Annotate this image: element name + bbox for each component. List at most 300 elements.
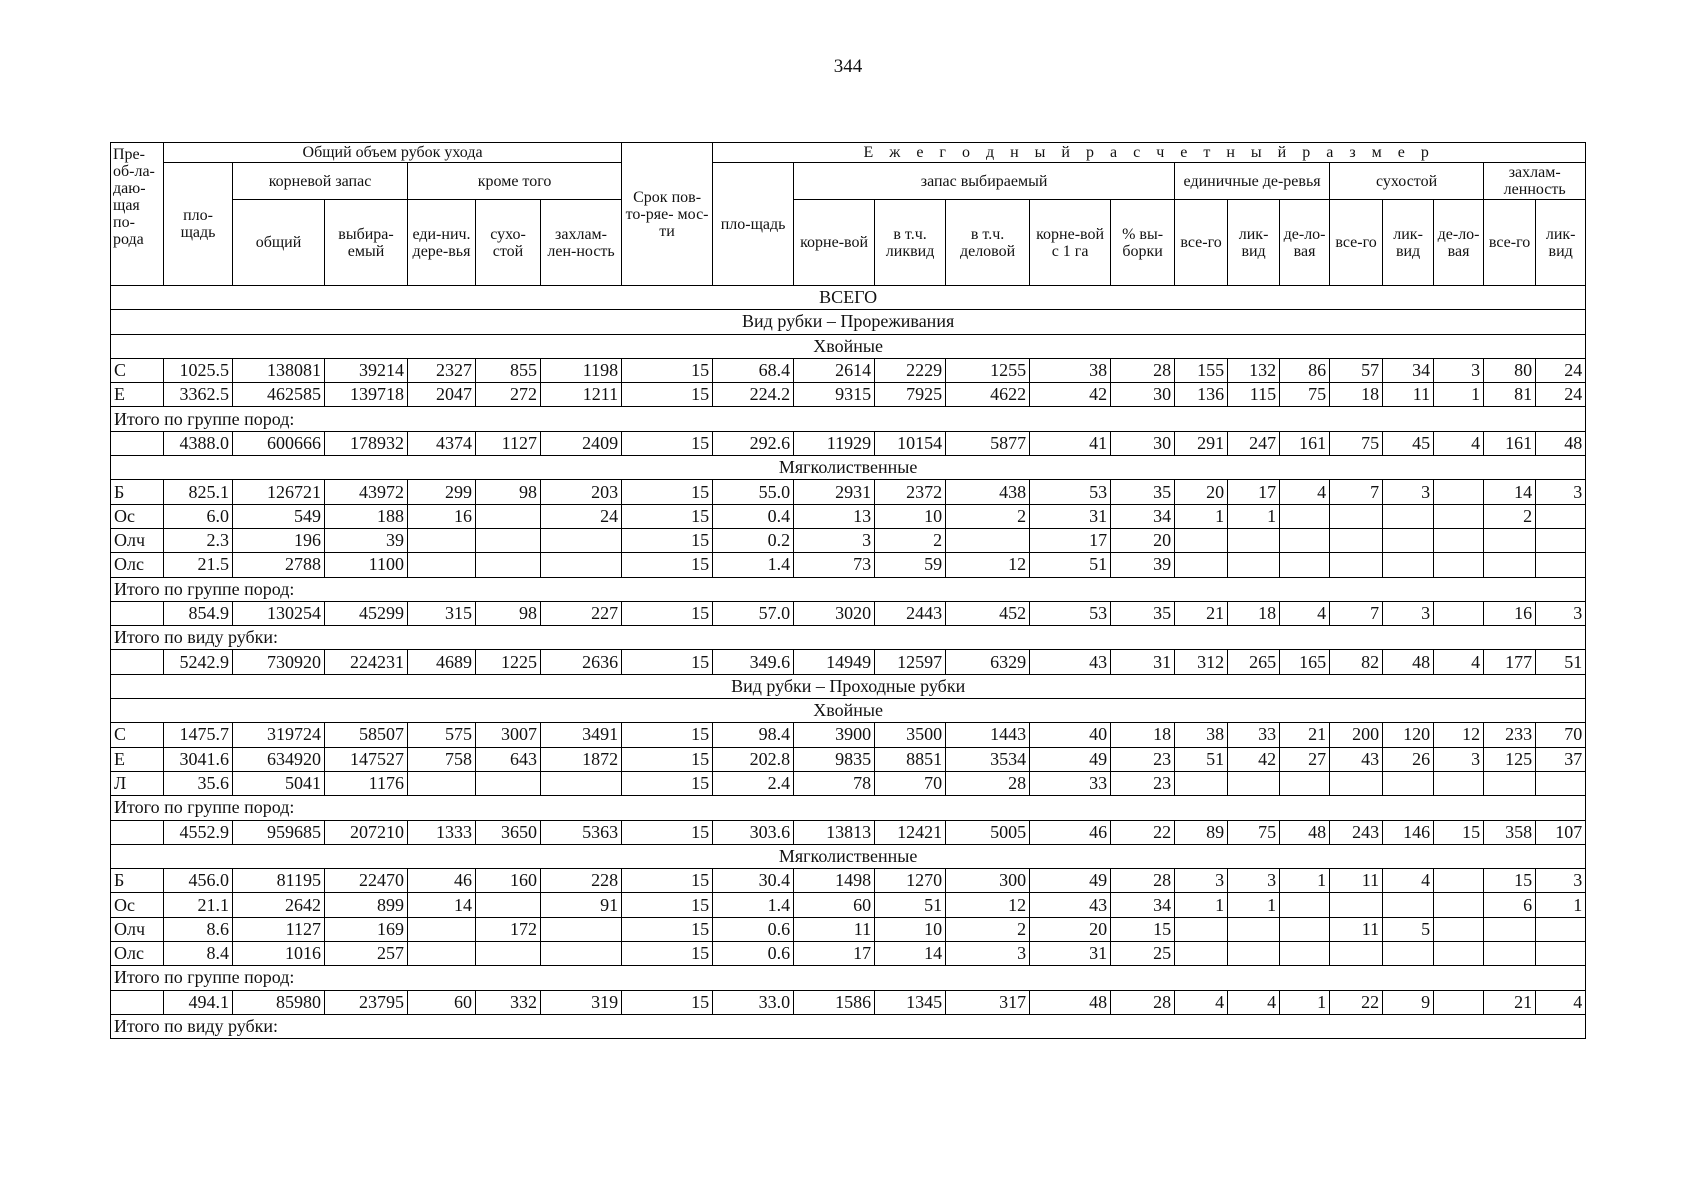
- value-cell: 14: [875, 942, 946, 966]
- value-cell: 2788: [233, 553, 325, 577]
- value-cell: 247: [1228, 431, 1280, 455]
- value-cell: 11929: [794, 431, 875, 455]
- value-cell: 107: [1536, 820, 1586, 844]
- value-cell: 139718: [325, 383, 408, 407]
- value-cell: 7: [1330, 480, 1383, 504]
- value-cell: 28: [1111, 990, 1175, 1014]
- value-cell: 5005: [946, 820, 1030, 844]
- value-cell: [1330, 504, 1383, 528]
- value-cell: [408, 528, 476, 552]
- value-cell: [1280, 917, 1330, 941]
- value-cell: [1536, 504, 1586, 528]
- value-cell: 45: [1383, 431, 1434, 455]
- value-cell: 3041.6: [164, 747, 233, 771]
- value-cell: 35: [1111, 601, 1175, 625]
- value-cell: 21: [1175, 601, 1228, 625]
- value-cell: [1175, 771, 1228, 795]
- value-cell: 125: [1484, 747, 1536, 771]
- value-cell: 272: [476, 383, 541, 407]
- value-cell: [476, 504, 541, 528]
- value-cell: 1: [1175, 504, 1228, 528]
- value-cell: 20: [1030, 917, 1111, 941]
- value-cell: 138081: [233, 358, 325, 382]
- value-cell: 2: [875, 528, 946, 552]
- value-cell: 15: [1434, 820, 1484, 844]
- value-cell: 2.3: [164, 528, 233, 552]
- section-title: Мягколиственные: [111, 844, 1586, 868]
- value-cell: [1434, 917, 1484, 941]
- value-cell: 292.6: [713, 431, 794, 455]
- value-cell: 39: [1111, 553, 1175, 577]
- value-cell: 4689: [408, 650, 476, 674]
- value-cell: 15: [622, 601, 713, 625]
- table-row: [111, 893, 1586, 917]
- value-cell: 24: [541, 504, 622, 528]
- value-cell: [408, 942, 476, 966]
- species-cell: [111, 431, 164, 455]
- header-root-stock: корневой запас: [233, 163, 408, 200]
- value-cell: 98: [476, 480, 541, 504]
- value-cell: 2642: [233, 893, 325, 917]
- value-cell: 48: [1280, 820, 1330, 844]
- value-cell: 1016: [233, 942, 325, 966]
- value-cell: 3534: [946, 747, 1030, 771]
- value-cell: 58507: [325, 723, 408, 747]
- header-besides: кроме того: [408, 163, 622, 200]
- value-cell: 2443: [875, 601, 946, 625]
- value-cell: 1127: [476, 431, 541, 455]
- value-cell: 2409: [541, 431, 622, 455]
- section-row: [111, 456, 1586, 480]
- value-cell: 634920: [233, 747, 325, 771]
- value-cell: 26: [1383, 747, 1434, 771]
- header-single-liquid: лик-вид: [1228, 200, 1280, 286]
- value-cell: 3: [1536, 869, 1586, 893]
- value-cell: 33: [1228, 723, 1280, 747]
- value-cell: 196: [233, 528, 325, 552]
- subtotal-label: Итого по группе пород:: [111, 407, 1586, 431]
- value-cell: 51: [875, 893, 946, 917]
- value-cell: 14: [408, 893, 476, 917]
- value-cell: 23: [1111, 747, 1175, 771]
- value-cell: 299: [408, 480, 476, 504]
- header-pct-selection: % вы-борки: [1111, 200, 1175, 286]
- value-cell: 825.1: [164, 480, 233, 504]
- section-title: Вид рубки – Проходные рубки: [111, 674, 1586, 698]
- value-cell: 31: [1030, 942, 1111, 966]
- value-cell: 23: [1111, 771, 1175, 795]
- value-cell: 14949: [794, 650, 875, 674]
- value-cell: 2372: [875, 480, 946, 504]
- value-cell: [476, 942, 541, 966]
- header-single-business: де-ло-вая: [1280, 200, 1330, 286]
- value-cell: 40: [1030, 723, 1111, 747]
- value-cell: 3: [1434, 358, 1484, 382]
- value-cell: 37: [1536, 747, 1586, 771]
- value-cell: 81195: [233, 869, 325, 893]
- species-cell: [111, 820, 164, 844]
- value-cell: 161: [1280, 431, 1330, 455]
- value-cell: 2636: [541, 650, 622, 674]
- value-cell: 22470: [325, 869, 408, 893]
- value-cell: 1198: [541, 358, 622, 382]
- value-cell: [1536, 917, 1586, 941]
- value-cell: 30: [1111, 431, 1175, 455]
- value-cell: 4374: [408, 431, 476, 455]
- value-cell: [1228, 553, 1280, 577]
- value-cell: 43972: [325, 480, 408, 504]
- value-cell: [1484, 553, 1536, 577]
- value-cell: [1228, 771, 1280, 795]
- value-cell: 172: [476, 917, 541, 941]
- value-cell: 2047: [408, 383, 476, 407]
- value-cell: 317: [946, 990, 1030, 1014]
- value-cell: 11: [794, 917, 875, 941]
- value-cell: 43: [1030, 893, 1111, 917]
- value-cell: 1345: [875, 990, 946, 1014]
- value-cell: 34: [1383, 358, 1434, 382]
- table-header: [111, 143, 1586, 286]
- table-row: [111, 383, 1586, 407]
- value-cell: 0.6: [713, 942, 794, 966]
- table-row: [111, 431, 1586, 455]
- subtotal-label: Итого по группе пород:: [111, 796, 1586, 820]
- value-cell: 57: [1330, 358, 1383, 382]
- value-cell: 6329: [946, 650, 1030, 674]
- value-cell: 147527: [325, 747, 408, 771]
- header-species: Пре-об-ла-даю-щая по-рода: [111, 143, 164, 286]
- value-cell: 5041: [233, 771, 325, 795]
- logging-volume-table: [110, 142, 1586, 1039]
- value-cell: 10154: [875, 431, 946, 455]
- value-cell: 21: [1280, 723, 1330, 747]
- species-cell: Б: [111, 869, 164, 893]
- value-cell: 35.6: [164, 771, 233, 795]
- value-cell: 24: [1536, 358, 1586, 382]
- value-cell: 78: [794, 771, 875, 795]
- value-cell: 49: [1030, 869, 1111, 893]
- header-dead-total: все-го: [1330, 200, 1383, 286]
- value-cell: 228: [541, 869, 622, 893]
- species-cell: Олс: [111, 553, 164, 577]
- value-cell: [1484, 528, 1536, 552]
- value-cell: 8851: [875, 747, 946, 771]
- value-cell: 15: [622, 528, 713, 552]
- value-cell: [1434, 601, 1484, 625]
- value-cell: 53: [1030, 601, 1111, 625]
- subtotal-label-row: [111, 796, 1586, 820]
- value-cell: 161: [1484, 431, 1536, 455]
- table-row: [111, 747, 1586, 771]
- value-cell: 13: [794, 504, 875, 528]
- value-cell: 224231: [325, 650, 408, 674]
- value-cell: 0.2: [713, 528, 794, 552]
- section-title: Хвойные: [111, 699, 1586, 723]
- species-cell: Л: [111, 771, 164, 795]
- value-cell: 34: [1111, 893, 1175, 917]
- value-cell: 30: [1111, 383, 1175, 407]
- value-cell: 25: [1111, 942, 1175, 966]
- value-cell: 120: [1383, 723, 1434, 747]
- value-cell: [1280, 528, 1330, 552]
- value-cell: 28: [1111, 358, 1175, 382]
- table-row: [111, 771, 1586, 795]
- value-cell: 4: [1434, 431, 1484, 455]
- value-cell: [1175, 553, 1228, 577]
- value-cell: 3: [1383, 480, 1434, 504]
- value-cell: 98.4: [713, 723, 794, 747]
- table-row: [111, 990, 1586, 1014]
- value-cell: 81: [1484, 383, 1536, 407]
- value-cell: 1586: [794, 990, 875, 1014]
- value-cell: 20: [1175, 480, 1228, 504]
- value-cell: [1280, 942, 1330, 966]
- value-cell: 855: [476, 358, 541, 382]
- species-cell: Олч: [111, 917, 164, 941]
- value-cell: 6.0: [164, 504, 233, 528]
- section-row: [111, 674, 1586, 698]
- value-cell: 2: [946, 504, 1030, 528]
- value-cell: 462585: [233, 383, 325, 407]
- value-cell: 28: [946, 771, 1030, 795]
- value-cell: 265: [1228, 650, 1280, 674]
- value-cell: [1280, 893, 1330, 917]
- value-cell: 243: [1330, 820, 1383, 844]
- section-row: [111, 286, 1586, 310]
- value-cell: 48: [1030, 990, 1111, 1014]
- value-cell: 31: [1030, 504, 1111, 528]
- value-cell: 30.4: [713, 869, 794, 893]
- value-cell: 75: [1228, 820, 1280, 844]
- value-cell: 41: [1030, 431, 1111, 455]
- value-cell: 4552.9: [164, 820, 233, 844]
- header-clutter-liquid: лик-вид: [1536, 200, 1586, 286]
- value-cell: 22: [1330, 990, 1383, 1014]
- header-repeat-period: Срок пов- то-ряе- мос-ти: [622, 143, 713, 286]
- value-cell: 291: [1175, 431, 1228, 455]
- value-cell: 4: [1536, 990, 1586, 1014]
- value-cell: 17: [1030, 528, 1111, 552]
- species-cell: Ос: [111, 504, 164, 528]
- value-cell: 15: [622, 917, 713, 941]
- species-cell: С: [111, 358, 164, 382]
- value-cell: [1434, 942, 1484, 966]
- species-cell: Б: [111, 480, 164, 504]
- header-area-annual: пло-щадь: [713, 163, 794, 286]
- value-cell: [1434, 528, 1484, 552]
- value-cell: [1330, 553, 1383, 577]
- value-cell: 4622: [946, 383, 1030, 407]
- value-cell: 188: [325, 504, 408, 528]
- header-dead-liquid: лик-вид: [1383, 200, 1434, 286]
- header-single-total: все-го: [1175, 200, 1228, 286]
- value-cell: 80: [1484, 358, 1536, 382]
- value-cell: 18: [1111, 723, 1175, 747]
- value-cell: [541, 771, 622, 795]
- value-cell: 35: [1111, 480, 1175, 504]
- value-cell: 5877: [946, 431, 1030, 455]
- value-cell: 15: [1484, 869, 1536, 893]
- species-cell: [111, 650, 164, 674]
- value-cell: [1175, 917, 1228, 941]
- value-cell: 319: [541, 990, 622, 1014]
- value-cell: 59: [875, 553, 946, 577]
- value-cell: 3: [1228, 869, 1280, 893]
- value-cell: 136: [1175, 383, 1228, 407]
- value-cell: 959685: [233, 820, 325, 844]
- value-cell: 27: [1280, 747, 1330, 771]
- value-cell: 4: [1383, 869, 1434, 893]
- value-cell: 17: [794, 942, 875, 966]
- table-row: [111, 820, 1586, 844]
- value-cell: 4: [1280, 480, 1330, 504]
- header-clutter-total: все-го: [1484, 200, 1536, 286]
- value-cell: 1225: [476, 650, 541, 674]
- value-cell: 21: [1484, 990, 1536, 1014]
- value-cell: 9: [1383, 990, 1434, 1014]
- value-cell: 452: [946, 601, 1030, 625]
- subtotal-label: Итого по виду рубки:: [111, 626, 1586, 650]
- value-cell: [1536, 553, 1586, 577]
- subtotal-label-row: [111, 1014, 1586, 1038]
- value-cell: 12421: [875, 820, 946, 844]
- section-row: [111, 310, 1586, 334]
- species-cell: Олч: [111, 528, 164, 552]
- value-cell: [1434, 553, 1484, 577]
- section-row: [111, 699, 1586, 723]
- value-cell: 15: [622, 723, 713, 747]
- table-row: [111, 528, 1586, 552]
- value-cell: 12: [1434, 723, 1484, 747]
- value-cell: 4: [1434, 650, 1484, 674]
- table-row: [111, 650, 1586, 674]
- value-cell: 200: [1330, 723, 1383, 747]
- subtotal-label-row: [111, 966, 1586, 990]
- value-cell: 14: [1484, 480, 1536, 504]
- value-cell: 1.4: [713, 553, 794, 577]
- subtotal-label-row: [111, 407, 1586, 431]
- value-cell: [1434, 893, 1484, 917]
- value-cell: 3: [946, 942, 1030, 966]
- value-cell: 549: [233, 504, 325, 528]
- value-cell: 10: [875, 917, 946, 941]
- value-cell: 1127: [233, 917, 325, 941]
- value-cell: 203: [541, 480, 622, 504]
- page-number: 344: [833, 56, 863, 77]
- value-cell: 303.6: [713, 820, 794, 844]
- value-cell: 15: [622, 942, 713, 966]
- value-cell: 51: [1175, 747, 1228, 771]
- value-cell: 1: [1175, 893, 1228, 917]
- value-cell: [1383, 528, 1434, 552]
- value-cell: 91: [541, 893, 622, 917]
- value-cell: 34: [1111, 504, 1175, 528]
- table-row: [111, 917, 1586, 941]
- value-cell: 15: [1111, 917, 1175, 941]
- value-cell: [1175, 942, 1228, 966]
- header-incl-liquid: в т.ч. ликвид: [875, 200, 946, 286]
- value-cell: 15: [622, 383, 713, 407]
- value-cell: 3: [1434, 747, 1484, 771]
- value-cell: 3650: [476, 820, 541, 844]
- header-stock-selected: запас выбираемый: [794, 163, 1175, 200]
- value-cell: [1434, 990, 1484, 1014]
- value-cell: [1228, 942, 1280, 966]
- value-cell: 319724: [233, 723, 325, 747]
- species-cell: Е: [111, 747, 164, 771]
- value-cell: 18: [1330, 383, 1383, 407]
- value-cell: [408, 771, 476, 795]
- value-cell: 300: [946, 869, 1030, 893]
- header-dead-standing: сухо-стой: [476, 200, 541, 286]
- value-cell: [1383, 893, 1434, 917]
- value-cell: 51: [1030, 553, 1111, 577]
- value-cell: [1536, 942, 1586, 966]
- value-cell: 57.0: [713, 601, 794, 625]
- value-cell: 33.0: [713, 990, 794, 1014]
- value-cell: [1434, 480, 1484, 504]
- value-cell: 1333: [408, 820, 476, 844]
- value-cell: 28: [1111, 869, 1175, 893]
- value-cell: 178932: [325, 431, 408, 455]
- header-incl-business: в т.ч. деловой: [946, 200, 1030, 286]
- value-cell: 75: [1280, 383, 1330, 407]
- value-cell: 22: [1111, 820, 1175, 844]
- value-cell: 1443: [946, 723, 1030, 747]
- value-cell: 73: [794, 553, 875, 577]
- value-cell: 53: [1030, 480, 1111, 504]
- table-row: [111, 723, 1586, 747]
- value-cell: 15: [622, 893, 713, 917]
- table-row: [111, 504, 1586, 528]
- value-cell: 45299: [325, 601, 408, 625]
- value-cell: 9315: [794, 383, 875, 407]
- value-cell: 12: [946, 553, 1030, 577]
- value-cell: 23795: [325, 990, 408, 1014]
- value-cell: 3: [1536, 480, 1586, 504]
- value-cell: 643: [476, 747, 541, 771]
- value-cell: [1434, 869, 1484, 893]
- value-cell: 358: [1484, 820, 1536, 844]
- species-cell: [111, 990, 164, 1014]
- header-clutter-annual: захлам-ленность: [1484, 163, 1586, 200]
- subtotal-label: Итого по группе пород:: [111, 577, 1586, 601]
- value-cell: 51: [1536, 650, 1586, 674]
- table-row: [111, 480, 1586, 504]
- value-cell: 60: [408, 990, 476, 1014]
- value-cell: 2614: [794, 358, 875, 382]
- value-cell: 207210: [325, 820, 408, 844]
- value-cell: 39214: [325, 358, 408, 382]
- value-cell: [1434, 504, 1484, 528]
- value-cell: 3: [794, 528, 875, 552]
- value-cell: 48: [1536, 431, 1586, 455]
- value-cell: 86: [1280, 358, 1330, 382]
- value-cell: 233: [1484, 723, 1536, 747]
- value-cell: 24: [1536, 383, 1586, 407]
- value-cell: [1280, 504, 1330, 528]
- value-cell: 38: [1175, 723, 1228, 747]
- value-cell: 1211: [541, 383, 622, 407]
- value-cell: 15: [622, 771, 713, 795]
- value-cell: 1: [1536, 893, 1586, 917]
- value-cell: [476, 893, 541, 917]
- value-cell: 11: [1330, 917, 1383, 941]
- value-cell: [1383, 553, 1434, 577]
- value-cell: 7925: [875, 383, 946, 407]
- value-cell: [476, 528, 541, 552]
- value-cell: [476, 771, 541, 795]
